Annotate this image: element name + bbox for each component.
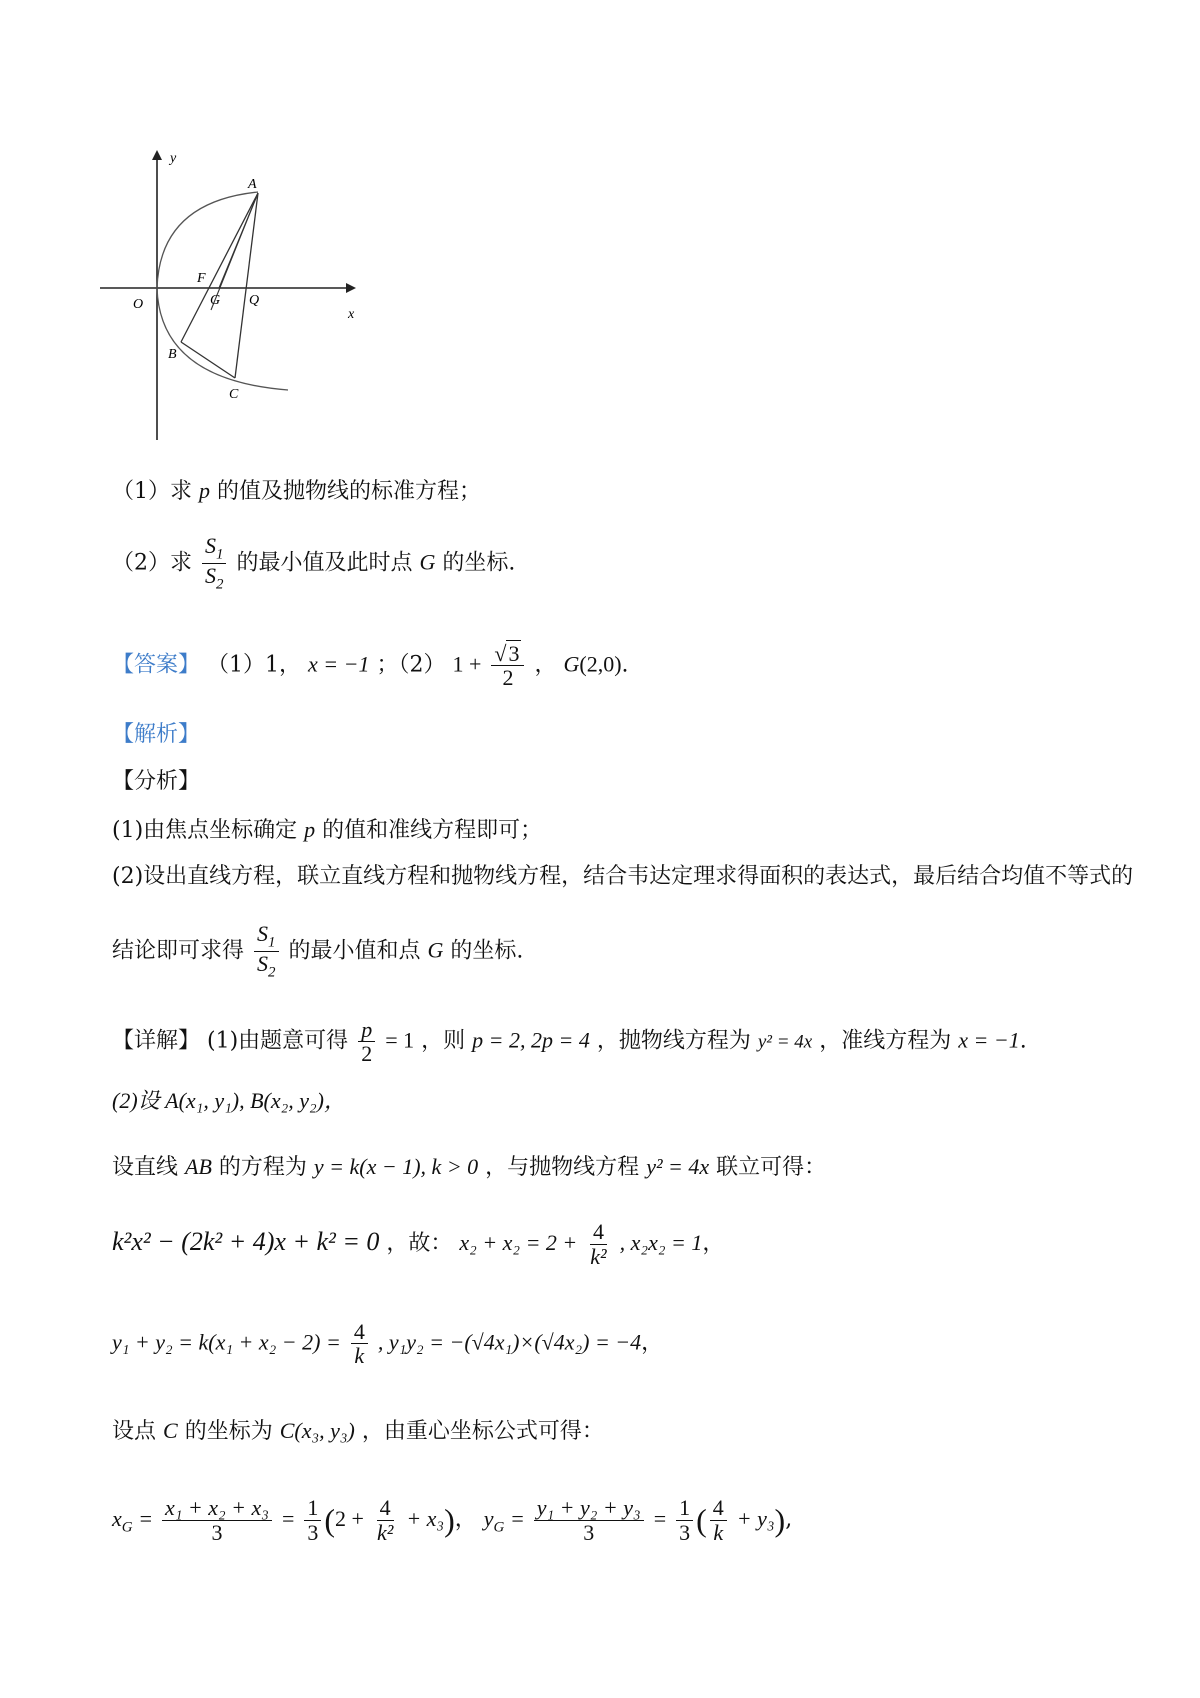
q1-var: p bbox=[199, 478, 210, 503]
x-axis-arrow bbox=[346, 283, 356, 293]
fenxi-1 bbox=[112, 815, 542, 846]
xg-den: 3 bbox=[211, 1519, 223, 1545]
answer-sqrt-arg: 3 bbox=[508, 641, 520, 666]
detail-frac-den: 2 bbox=[361, 1041, 373, 1067]
line-ab-parab: y² = 4x bbox=[646, 1154, 710, 1179]
yg-lhs-sub: G bbox=[493, 1519, 505, 1536]
q1-suffix: 的值及抛物线的标准方程； bbox=[217, 479, 482, 504]
xg-frac bbox=[162, 1496, 272, 1543]
answer-eq1: x = −1 bbox=[308, 651, 370, 677]
fenxi3-num: S bbox=[257, 921, 269, 946]
fenxi3-g: G bbox=[427, 937, 444, 963]
detail-eq: = 1 bbox=[385, 1027, 415, 1053]
setc-c: C bbox=[163, 1418, 178, 1443]
quad-end: ， bbox=[702, 1231, 725, 1256]
yg-third-num: 1 bbox=[676, 1496, 693, 1520]
detail-1 bbox=[112, 1018, 1027, 1065]
detail-vals: p = 2, 2p = 4 bbox=[472, 1027, 590, 1053]
label-o: O bbox=[133, 297, 144, 312]
analysis-tag: 【解析】 bbox=[112, 722, 201, 747]
yg-third-den: 3 bbox=[679, 1519, 691, 1545]
line-ab-ab: AB bbox=[185, 1154, 212, 1179]
detail-frac-num: p bbox=[358, 1018, 375, 1042]
detail-d: ，准线方程为 bbox=[819, 1028, 952, 1054]
fenxi3-c: 的坐标. bbox=[450, 938, 524, 964]
fenxi3-den-sub: 2 bbox=[268, 964, 276, 981]
ysum-frac bbox=[351, 1320, 368, 1367]
answer-g: G bbox=[563, 651, 580, 677]
q2-point: G bbox=[419, 549, 436, 575]
fenxi3-den: S bbox=[257, 951, 269, 977]
yg-third bbox=[676, 1496, 693, 1543]
xg-lhs-sub: G bbox=[121, 1519, 133, 1536]
question-1 bbox=[112, 476, 481, 507]
xg-num: x₁ + x₂ + x₃ bbox=[162, 1496, 272, 1520]
label-q: Q bbox=[249, 293, 260, 308]
line-ab-c: ，与抛物线方程 bbox=[485, 1155, 640, 1180]
answer-comma: ， bbox=[534, 652, 557, 678]
quad-sum: x₂ + x₂ = 2 + bbox=[459, 1230, 578, 1255]
yg-in-b: + y₃ bbox=[736, 1506, 775, 1531]
setc-d: ，由重心坐标公式可得： bbox=[361, 1419, 604, 1444]
fenxi3-a: 结论即可求得 bbox=[112, 938, 245, 964]
fenxi-3 bbox=[112, 922, 523, 981]
detail-b: ，则 bbox=[421, 1028, 466, 1054]
answer-end: . bbox=[621, 652, 629, 678]
quad-eq: k²x² − (2k² + 4)x + k² = 0 bbox=[112, 1227, 380, 1256]
detail-directrix: x = −1 bbox=[958, 1027, 1020, 1053]
xg-in-num: 4 bbox=[377, 1496, 394, 1520]
xg-in-frac bbox=[374, 1496, 396, 1543]
label-c: C bbox=[229, 387, 239, 402]
answer-fraction: $\frac{√3}{2}$ bbox=[491, 642, 524, 689]
xg-third bbox=[304, 1496, 321, 1543]
fenxi-tag: 【分析】 bbox=[112, 769, 201, 794]
detail-parabola: y² = 4x bbox=[757, 1031, 813, 1053]
line-ab-b: 的方程为 bbox=[218, 1155, 307, 1180]
quadratic-line bbox=[112, 1220, 724, 1268]
yg-lhs: y bbox=[483, 1506, 494, 1531]
quad-frac bbox=[587, 1220, 609, 1267]
quad-frac-num: 4 bbox=[590, 1220, 607, 1244]
question-2 bbox=[112, 534, 515, 593]
line-ab-d: 联立可得： bbox=[716, 1155, 827, 1180]
setc-a: 设点 bbox=[112, 1419, 157, 1444]
fenxi1-b: 的值和准线方程即可； bbox=[322, 818, 543, 843]
detail-tag: 【详解】 bbox=[112, 1028, 201, 1054]
label-f: F bbox=[197, 271, 206, 286]
y-axis-arrow bbox=[152, 150, 162, 160]
label-y: y bbox=[170, 151, 177, 166]
fenxi1-a: (1)由焦点坐标确定 bbox=[112, 818, 298, 843]
xg-third-num: 1 bbox=[304, 1496, 321, 1520]
ysum-right: , y₁y₂ = −(√4x₁)×(√4x₂) = −4 bbox=[377, 1329, 642, 1355]
xg-in-a: 2 + bbox=[335, 1506, 364, 1531]
yg-end: , bbox=[785, 1507, 793, 1532]
q2-num: S bbox=[205, 533, 216, 558]
fenxi3-num-sub: 1 bbox=[268, 934, 276, 951]
line-ab-eq: y = k(x − 1), k > 0 bbox=[313, 1154, 479, 1179]
label-g: G bbox=[210, 293, 221, 308]
parabola-curve bbox=[157, 192, 288, 390]
yg-in-frac bbox=[710, 1496, 727, 1543]
label-a: A bbox=[248, 177, 257, 192]
segment-bc bbox=[181, 342, 235, 378]
ysum-frac-num: 4 bbox=[351, 1320, 368, 1344]
q2-suffix: 的最小值及此时点 bbox=[236, 550, 413, 576]
q2-num-sub: 1 bbox=[216, 546, 224, 563]
quad-frac-den: k² bbox=[590, 1243, 607, 1269]
q2-den-sub: 2 bbox=[216, 576, 224, 593]
answer-part2: ；（2） bbox=[376, 652, 446, 678]
label-b: B bbox=[168, 347, 177, 362]
set-c-line bbox=[112, 1416, 604, 1447]
xg-in-b: + x₃ bbox=[406, 1506, 445, 1531]
setc-cc: C(x₃, y₃) bbox=[279, 1418, 355, 1443]
detail-e: . bbox=[1019, 1028, 1027, 1054]
fenxi1-p: p bbox=[304, 817, 316, 842]
parabola-figure bbox=[100, 150, 390, 450]
xg-third-den: 3 bbox=[307, 1519, 319, 1545]
fenxi3-ratio bbox=[254, 922, 278, 981]
answer-part1: （1）1， bbox=[207, 652, 302, 678]
answer-den: 2 bbox=[502, 665, 514, 691]
centroid-line: $x_G$ = $\frac{\text{x₁ + x₂ + x₃}}{3}$ = $\frac{1}{3}$ (2 + $\frac{4}{\text{k²}}$ + x₃)， $y_G$ = $\frac{\text{y₁ + y₂ + y₃}}{3}$ = $\frac{1}{3}$ ( $\frac{4}{k}$ + y₃), bbox=[112, 1495, 793, 1545]
yg-in-den: k bbox=[713, 1519, 724, 1545]
answer-line bbox=[112, 642, 629, 689]
q2-den: S bbox=[205, 563, 216, 589]
ysum-left: y₁ + y₂ = k(x₁ + x₂ − 2) = bbox=[112, 1329, 341, 1355]
xg-in-den: k² bbox=[376, 1519, 394, 1545]
detail-a: (1)由题意可得 bbox=[207, 1028, 349, 1054]
answer-g-coord: (2,0) bbox=[579, 651, 622, 677]
fenxi-2: (2)设出直线方程，联立直线方程和抛物线方程，结合韦达定理求得面积的表达式，最后结合均值不等式的 bbox=[112, 864, 1134, 889]
xg-sep: ， bbox=[454, 1507, 477, 1532]
detail-c: ，抛物线方程为 bbox=[596, 1028, 751, 1054]
yg-den: 3 bbox=[583, 1519, 595, 1545]
q2-ratio bbox=[202, 534, 226, 593]
segment-ab bbox=[181, 193, 258, 342]
yg-frac bbox=[534, 1496, 644, 1543]
quad-gu: ，故： bbox=[386, 1231, 453, 1256]
yg-num: y₁ + y₂ + y₃ bbox=[534, 1496, 644, 1520]
q1-prefix: （1）求 bbox=[112, 479, 192, 504]
ysum-frac-den: k bbox=[354, 1343, 365, 1369]
xg-lhs: x bbox=[112, 1506, 122, 1531]
fenxi3-b: 的最小值和点 bbox=[288, 938, 421, 964]
detail-frac bbox=[358, 1018, 375, 1065]
yg-in-num: 4 bbox=[710, 1496, 727, 1520]
ysum-end: ， bbox=[641, 1330, 664, 1356]
answer-one-plus: 1 + bbox=[452, 651, 482, 677]
line-ab bbox=[112, 1152, 826, 1183]
answer-tag: 【答案】 bbox=[112, 652, 201, 678]
setc-b: 的坐标为 bbox=[184, 1419, 273, 1444]
q2-prefix: （2）求 bbox=[112, 550, 192, 576]
quad-prod: , x₂x₂ = 1 bbox=[619, 1230, 703, 1255]
line-ab-a: 设直线 bbox=[112, 1155, 179, 1180]
y-sum-line bbox=[112, 1320, 663, 1367]
set-points: (2)设 A(x₁, y₁), B(x₂, y₂)， bbox=[112, 1088, 346, 1113]
label-x: x bbox=[348, 307, 355, 322]
q2-end: 的坐标. bbox=[442, 550, 516, 576]
